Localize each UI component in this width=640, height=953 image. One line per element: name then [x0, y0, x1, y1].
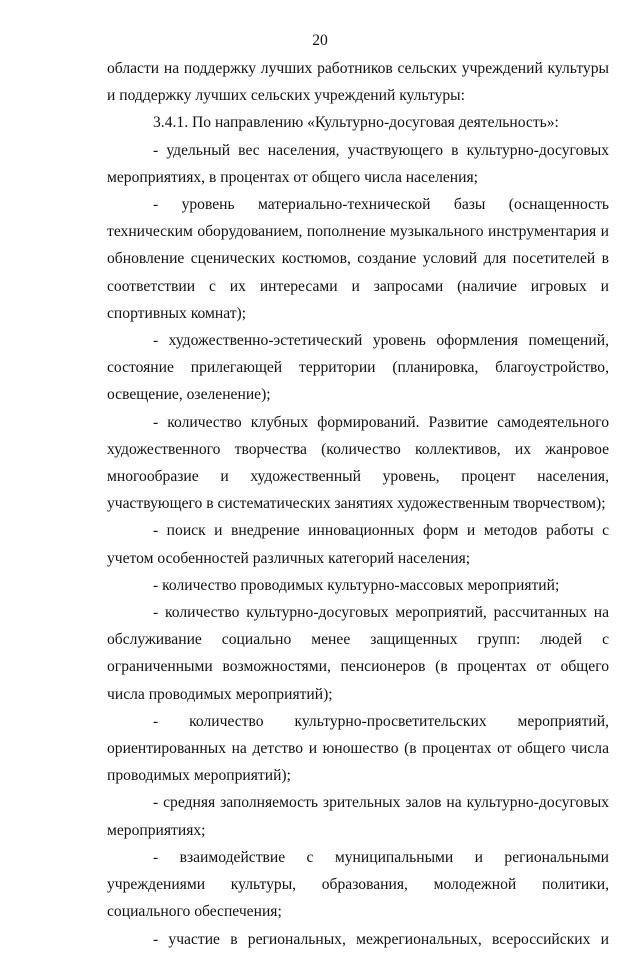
list-item: - количество культурно-просветительских мероприятий, ориентированных на детство и юношество (в процентах от общего числа проводимых мероприятий); — [107, 712, 609, 785]
list-item: - участие в региональных, межрегиональных, всероссийских и — [153, 930, 609, 948]
list-item: - средняя заполняемость зрительных залов на культурно-досуговых мероприятиях; — [107, 794, 609, 839]
list-item: - удельный вес населения, участвующего в культурно-досуговых мероприятиях, в процентах от общего числа населения; — [107, 141, 609, 186]
section-heading: 3.4.1. По направлению «Культурно-досуговая деятельность»: — [153, 114, 559, 132]
page-number: 20 — [312, 32, 328, 49]
list-item: - количество культурно-досуговых мероприятий, рассчитанных на обслуживание социально менее защищенных групп: людей с ограниченными возможностями, пенсионеров (в процентах от общего числа проводимых мероприятий); — [107, 604, 609, 703]
list-item: - поиск и внедрение инновационных форм и методов работы с учетом особенностей различных категорий населения; — [107, 522, 609, 567]
list-item: - взаимодействие с муниципальными и региональными учреждениями культуры, образования, молодежной политики, социального обеспечения; — [107, 848, 609, 921]
body-text — [107, 55, 609, 953]
list-item: - количество клубных формирований. Развитие самодеятельного художественного творчества (количество коллективов, их жанровое многообразие и художественный уровень, процент населения, участвующего в систематических занятиях художественным творчеством); — [107, 413, 609, 513]
paragraph: области на поддержку лучших работников сельских учреждений культуры и поддержку лучших сельских учреждений культуры: — [107, 60, 609, 105]
list-item: - количество проводимых культурно-массовых мероприятий; — [153, 576, 560, 594]
list-item: - уровень материально-технической базы (оснащенность техническим оборудованием, пополнение музыкального инструментария и обновление сценических костюмов, создание условий для посетителей в соответствии с их интересами и запросами (наличие игровых и спортивных комнат); — [107, 196, 609, 322]
list-item: - художественно-эстетический уровень оформления помещений, состояние прилегающей территории (планировка, благоустройство, освещение, озеленение); — [107, 332, 609, 404]
